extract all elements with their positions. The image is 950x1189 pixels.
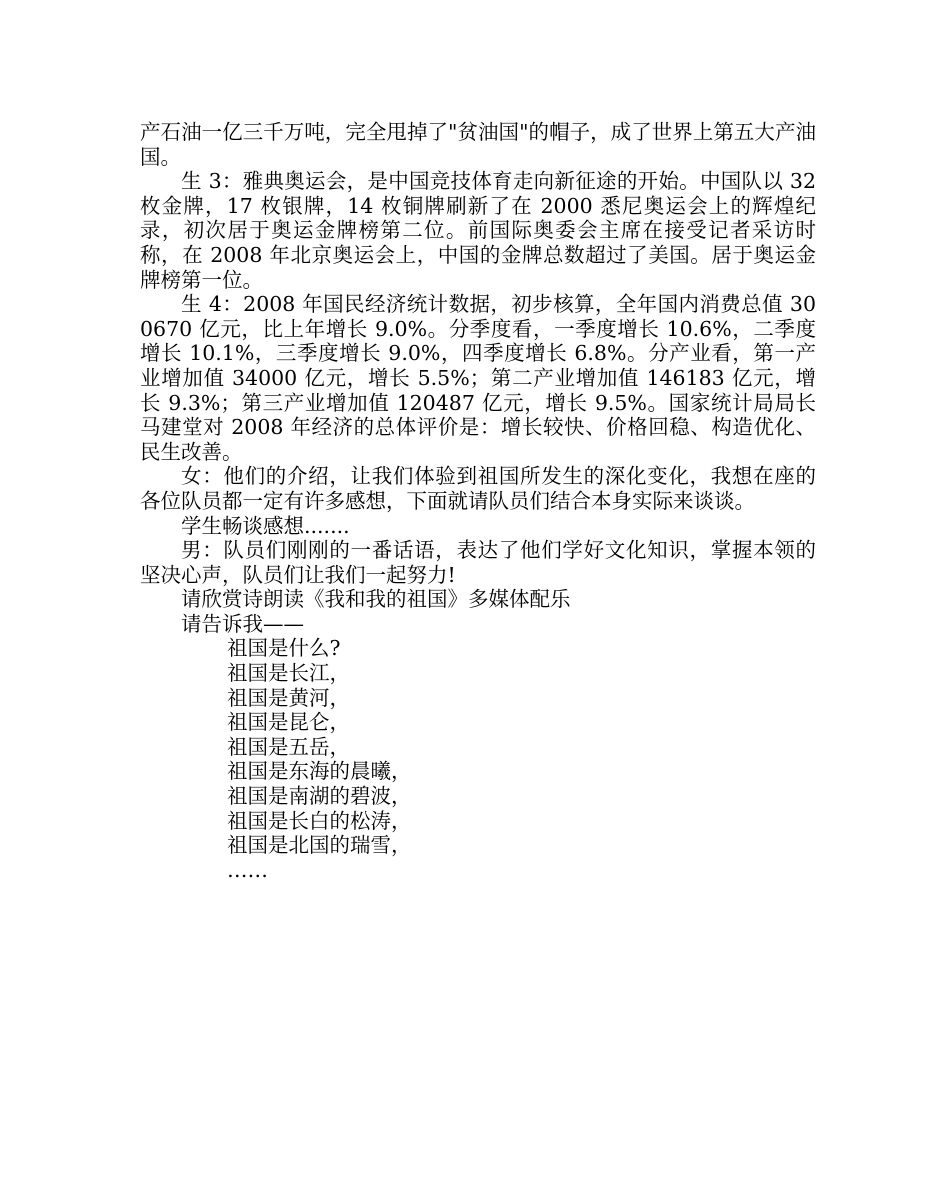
poem-ellipsis: …… <box>227 857 268 882</box>
poem-line: 祖国是南湖的碧波， <box>227 784 412 809</box>
poem-line: 祖国是什么? <box>227 636 341 661</box>
paragraph-student-4-economy: 生 4：2008 年国民经济统计数据，初步核算，全年国内消费总值 300670 亿元，比上年增长 9.0%。分季度看，一季度增长 10.6%，二季度增长 10.1%，三季度增长 9.0%，四季度增长 6.8%。分产业看，第一产业增加值 34000 亿元，增长 5.5%；第二产业增加值 146183 亿元，增长 9.3%；第三产业增加值 120487 亿元，增长 9.5%。国家统计局局长马建堂对 2008 年经济的总体评价是：增长较快、价格回稳、构造优化、民生改善。 <box>140 292 816 464</box>
paragraph-tell-me: 请告诉我—— <box>181 611 304 636</box>
poem-line: 祖国是昆仑， <box>227 710 350 735</box>
poem-line: 祖国是东海的晨曦， <box>227 759 412 784</box>
paragraph-student-3-olympics: 生 3：雅典奥运会，是中国竞技体育走向新征途的开始。中国队以 32 枚金牌，17 枚银牌，14 枚铜牌刷新了在 2000 悉尼奥运会上的辉煌纪录，初次居于奥运金牌榜第二位。前国际奥委会主席在接受记者采访时称，在 2008 年北京奥运会上，中国的金牌总数超过了美国。居于奥运金牌榜第一位。 <box>140 169 816 292</box>
paragraph-poem-intro: 请欣赏诗朗读《我和我的祖国》多媒体配乐 <box>181 587 571 612</box>
paragraph-student-discussion: 学生畅谈感想....... <box>181 513 350 538</box>
paragraph-male-host: 男：队员们刚刚的一番话语，表达了他们学好文化知识，掌握本领的坚决心声，队员们让我们一起努力! <box>140 538 816 587</box>
poem-block <box>140 636 816 882</box>
document-page <box>140 120 816 882</box>
poem-line: 祖国是黄河， <box>227 685 350 710</box>
paragraph-oil-production: 产石油一亿三千万吨，完全甩掉了"贫油国"的帽子，成了世界上第五大产油国。 <box>140 120 816 169</box>
paragraph-female-host: 女：他们的介绍，让我们体验到祖国所发生的深化变化，我想在座的各位队员都一定有许多感想，下面就请队员们结合本身实际来谈谈。 <box>140 464 816 513</box>
poem-line: 祖国是长白的松涛， <box>227 808 412 833</box>
poem-line: 祖国是北国的瑞雪， <box>227 833 412 858</box>
poem-line: 祖国是五岳， <box>227 734 350 759</box>
poem-line: 祖国是长江， <box>227 661 350 686</box>
